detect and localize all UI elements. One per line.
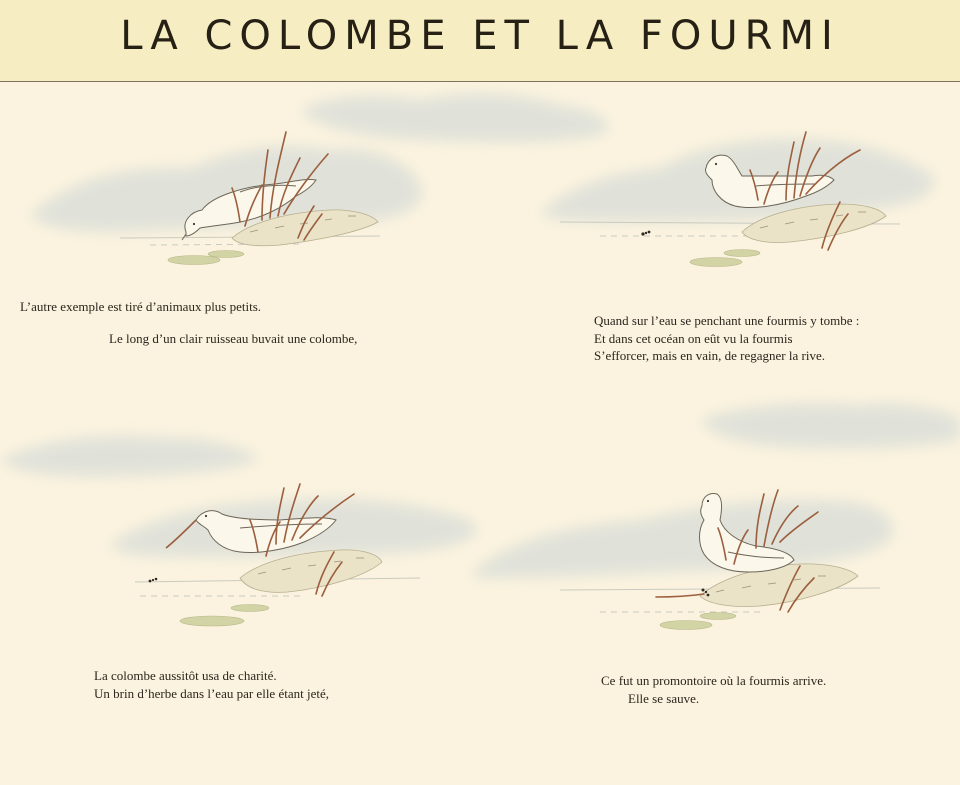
verse-line: La colombe aussitôt usa de charité. xyxy=(94,668,277,683)
ant-in-water xyxy=(641,231,650,236)
panel-2-illustration xyxy=(540,132,934,267)
verse-line: Quand sur l’eau se penchant une fourmis y tombe : xyxy=(594,313,860,328)
panel-1-verse xyxy=(20,298,357,347)
lily-pads xyxy=(168,251,244,265)
lily-pads xyxy=(690,250,760,267)
page-title: LA COLOMBE ET LA FOURMI xyxy=(120,13,840,59)
verse-line: Ce fut un promontoire où la fourmis arrive. xyxy=(601,673,827,688)
panel-3-illustration xyxy=(0,436,476,626)
riverbank xyxy=(700,564,858,607)
panel-1-illustration xyxy=(30,94,608,265)
panel-4-verse xyxy=(601,672,826,707)
panel-3-verse xyxy=(94,667,329,702)
panel-4-illustration xyxy=(470,403,960,629)
panel-2-verse xyxy=(594,312,859,365)
verse-line: Et dans cet océan on eût vu la fourmis xyxy=(594,330,793,346)
verse-line: Un brin d’herbe dans l’eau par elle étant jeté, xyxy=(94,685,329,701)
verse-line: S’efforcer, mais en vain, de regagner la rive. xyxy=(594,348,825,363)
blade-of-grass xyxy=(656,594,704,597)
verse-line: Elle se sauve. xyxy=(628,690,700,706)
verse-line: L’autre exemple est tiré d’animaux plus petits. xyxy=(20,299,262,314)
verse-line: Le long d’un clair ruisseau buvait une colombe, xyxy=(109,330,358,346)
lily-pads xyxy=(660,613,736,630)
lily-pads xyxy=(180,605,269,627)
